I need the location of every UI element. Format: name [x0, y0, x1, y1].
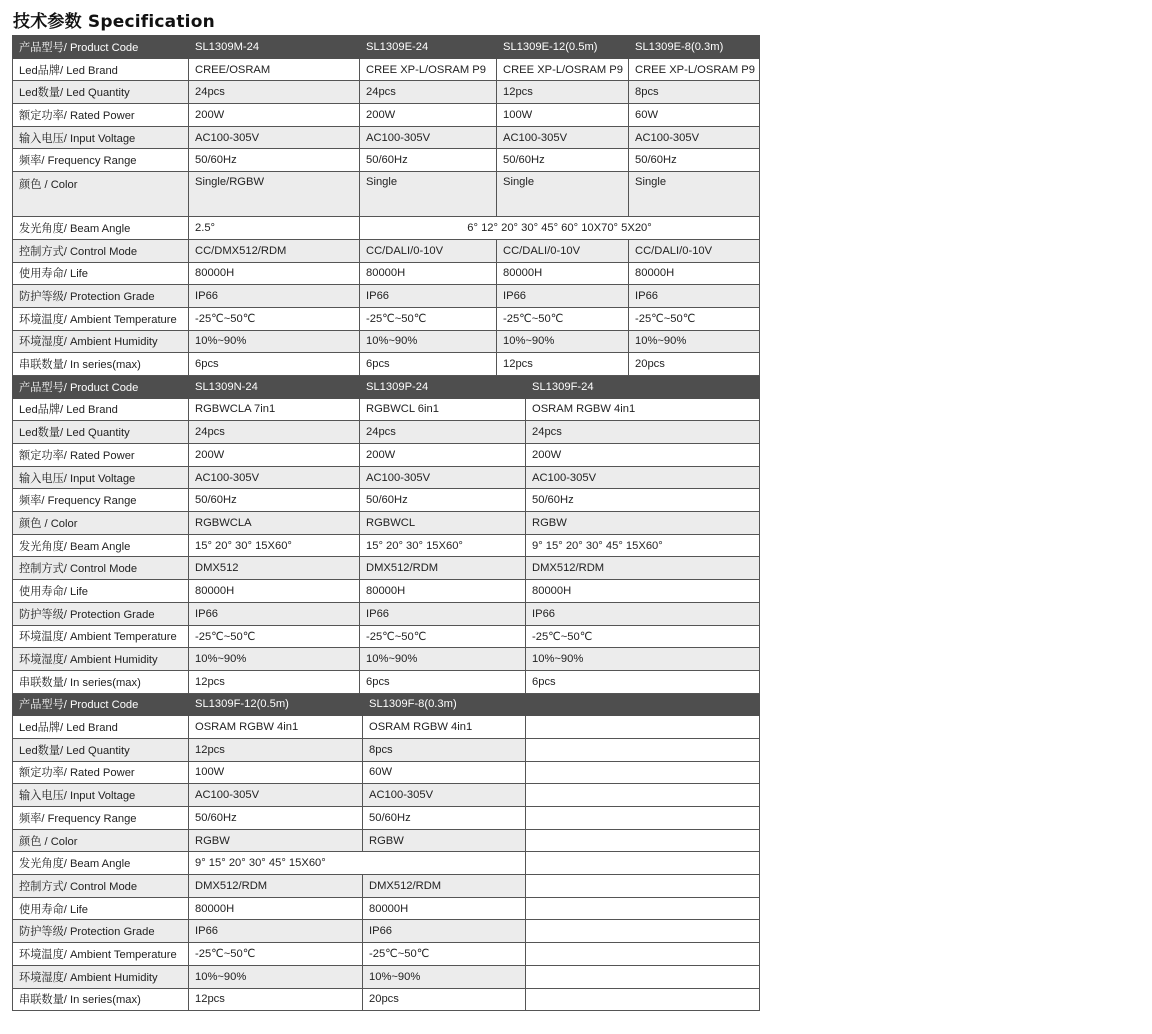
cell: OSRAM RGBW 4in1 [526, 398, 760, 421]
label-led-brand: Led品牌/ Led Brand [13, 716, 189, 739]
table3-row-in-series [13, 988, 760, 1011]
table3-row-life [13, 897, 760, 920]
cell: 10%~90% [629, 330, 760, 353]
cell: DMX512/RDM [360, 557, 526, 580]
cell: RGBWCL [360, 512, 526, 535]
table1-row-ambient-temp [13, 307, 760, 330]
label-ambient-temp: 环境温度/ Ambient Temperature [13, 943, 189, 966]
table3-row-protection [13, 920, 760, 943]
table3-row-led-quantity [13, 738, 760, 761]
cell: -25℃~50℃ [189, 307, 360, 330]
table3-row-frequency [13, 807, 760, 830]
cell: IP66 [189, 920, 363, 943]
label-led-quantity: Led数量/ Led Quantity [13, 421, 189, 444]
cell: RGBW [526, 512, 760, 535]
label-rated-power: 额定功率/ Rated Power [13, 761, 189, 784]
table3-row-input-voltage [13, 784, 760, 807]
label-ambient-humidity: 环境湿度/ Ambient Humidity [13, 330, 189, 353]
table3-row-color [13, 829, 760, 852]
empty-cell [526, 829, 760, 852]
cell: 10%~90% [189, 648, 360, 671]
empty-cell [526, 920, 760, 943]
cell: OSRAM RGBW 4in1 [363, 716, 526, 739]
table1-row-input-voltage [13, 126, 760, 149]
cell: 10%~90% [497, 330, 629, 353]
cell: CC/DMX512/RDM [189, 239, 360, 262]
cell: -25℃~50℃ [363, 943, 526, 966]
cell: -25℃~50℃ [189, 943, 363, 966]
table3-header-row [13, 693, 760, 716]
cell: -25℃~50℃ [360, 307, 497, 330]
cell: 80000H [526, 580, 760, 603]
cell: AC100-305V [526, 466, 760, 489]
table1-row-led-brand [13, 58, 760, 81]
cell: 12pcs [497, 353, 629, 376]
cell: 50/60Hz [497, 149, 629, 172]
cell: 6pcs [189, 353, 360, 376]
cell: IP66 [526, 602, 760, 625]
empty-cell [526, 897, 760, 920]
cell: CREE/OSRAM [189, 58, 360, 81]
cell: 15° 20° 30° 15X60° [360, 534, 526, 557]
cell: AC100-305V [189, 466, 360, 489]
table2-row-led-brand [13, 398, 760, 421]
cell: 10%~90% [360, 330, 497, 353]
cell: 10%~90% [360, 648, 526, 671]
cell: 80000H [360, 580, 526, 603]
cell: RGBW [189, 829, 363, 852]
cell: DMX512/RDM [363, 875, 526, 898]
table2-row-in-series [13, 670, 760, 693]
cell: -25℃~50℃ [526, 625, 760, 648]
label-frequency: 频率/ Frequency Range [13, 489, 189, 512]
table2-row-color [13, 512, 760, 535]
table3-row-rated-power [13, 761, 760, 784]
table2-row-rated-power [13, 444, 760, 467]
cell: 10%~90% [363, 965, 526, 988]
label-in-series: 串联数量/ In series(max) [13, 353, 189, 376]
table2-row-control-mode [13, 557, 760, 580]
cell: 24pcs [526, 421, 760, 444]
cell: CREE XP-L/OSRAM P9 [497, 58, 629, 81]
cell: -25℃~50℃ [189, 625, 360, 648]
cell: 12pcs [497, 81, 629, 104]
cell: 200W [526, 444, 760, 467]
table1-row-ambient-humidity [13, 330, 760, 353]
t3-empty [526, 693, 760, 716]
table2-row-ambient-humidity [13, 648, 760, 671]
cell: 80000H [497, 262, 629, 285]
cell: IP66 [497, 285, 629, 308]
table2-row-ambient-temp [13, 625, 760, 648]
cell: AC100-305V [189, 784, 363, 807]
cell: 12pcs [189, 738, 363, 761]
table1-row-in-series [13, 353, 760, 376]
t1-code-4: SL1309E-8(0.3m) [629, 36, 760, 59]
cell: 60W [363, 761, 526, 784]
label-control-mode: 控制方式/ Control Mode [13, 875, 189, 898]
label-ambient-humidity: 环境湿度/ Ambient Humidity [13, 648, 189, 671]
cell: 60W [629, 104, 760, 127]
cell: IP66 [189, 602, 360, 625]
label-rated-power: 额定功率/ Rated Power [13, 444, 189, 467]
empty-cell [526, 965, 760, 988]
cell: 10%~90% [189, 330, 360, 353]
label-input-voltage: 输入电压/ Input Voltage [13, 126, 189, 149]
cell: 24pcs [360, 81, 497, 104]
cell: AC100-305V [189, 126, 360, 149]
t1-code-3: SL1309E-12(0.5m) [497, 36, 629, 59]
label-frequency: 频率/ Frequency Range [13, 807, 189, 830]
cell: 20pcs [629, 353, 760, 376]
cell: RGBWCLA 7in1 [189, 398, 360, 421]
cell: Single [629, 172, 760, 217]
cell: IP66 [360, 285, 497, 308]
t1-code-1: SL1309M-24 [189, 36, 360, 59]
t3-code-1: SL1309F-12(0.5m) [189, 693, 363, 716]
label-protection: 防护等级/ Protection Grade [13, 285, 189, 308]
cell: 8pcs [363, 738, 526, 761]
cell: -25℃~50℃ [497, 307, 629, 330]
label-ambient-humidity: 环境湿度/ Ambient Humidity [13, 965, 189, 988]
cell: OSRAM RGBW 4in1 [189, 716, 363, 739]
cell: IP66 [363, 920, 526, 943]
cell: 50/60Hz [189, 807, 363, 830]
cell: AC100-305V [360, 466, 526, 489]
cell: 80000H [189, 580, 360, 603]
cell: 2.5° [189, 217, 360, 240]
label-input-voltage: 输入电压/ Input Voltage [13, 466, 189, 489]
cell-merged: 9° 15° 20° 30° 45° 15X60° [189, 852, 526, 875]
label-protection: 防护等级/ Protection Grade [13, 920, 189, 943]
t1-code-2: SL1309E-24 [360, 36, 497, 59]
page-title: 技术参数 Specification [13, 12, 215, 32]
label-control-mode: 控制方式/ Control Mode [13, 557, 189, 580]
cell: 100W [497, 104, 629, 127]
table1-row-frequency [13, 149, 760, 172]
table1-row-rated-power [13, 104, 760, 127]
cell: 9° 15° 20° 30° 45° 15X60° [526, 534, 760, 557]
cell: Single [360, 172, 497, 217]
empty-cell [526, 716, 760, 739]
cell: 50/60Hz [360, 489, 526, 512]
cell: 6pcs [526, 670, 760, 693]
cell: 200W [360, 444, 526, 467]
label-in-series: 串联数量/ In series(max) [13, 988, 189, 1011]
label-input-voltage: 输入电压/ Input Voltage [13, 784, 189, 807]
t2-code-3: SL1309F-24 [526, 375, 760, 398]
label-product-code: 产品型号/ Product Code [13, 375, 189, 398]
label-ambient-temp: 环境温度/ Ambient Temperature [13, 625, 189, 648]
cell: DMX512 [189, 557, 360, 580]
cell: 12pcs [189, 670, 360, 693]
cell: AC100-305V [363, 784, 526, 807]
cell: CC/DALI/0-10V [360, 239, 497, 262]
cell: IP66 [360, 602, 526, 625]
cell: 200W [360, 104, 497, 127]
table1-row-life [13, 262, 760, 285]
cell: CC/DALI/0-10V [497, 239, 629, 262]
label-color: 颜色 / Color [13, 829, 189, 852]
label-led-brand: Led品牌/ Led Brand [13, 58, 189, 81]
cell: -25℃~50℃ [360, 625, 526, 648]
cell: 50/60Hz [363, 807, 526, 830]
t2-code-1: SL1309N-24 [189, 375, 360, 398]
table3-row-led-brand [13, 716, 760, 739]
cell: 80000H [189, 262, 360, 285]
cell: 20pcs [363, 988, 526, 1011]
cell: 10%~90% [189, 965, 363, 988]
cell: AC100-305V [497, 126, 629, 149]
label-product-code: 产品型号/ Product Code [13, 36, 189, 59]
label-frequency: 频率/ Frequency Range [13, 149, 189, 172]
label-protection: 防护等级/ Protection Grade [13, 602, 189, 625]
cell: 24pcs [189, 421, 360, 444]
cell: RGBWCL 6in1 [360, 398, 526, 421]
empty-cell [526, 738, 760, 761]
label-control-mode: 控制方式/ Control Mode [13, 239, 189, 262]
table2-row-beam-angle [13, 534, 760, 557]
table2-header-row [13, 375, 760, 398]
empty-cell [526, 807, 760, 830]
cell: 100W [189, 761, 363, 784]
t2-code-2: SL1309P-24 [360, 375, 526, 398]
label-led-quantity: Led数量/ Led Quantity [13, 81, 189, 104]
specification-sheet [12, 35, 759, 1011]
cell: IP66 [629, 285, 760, 308]
cell: CREE XP-L/OSRAM P9 [360, 58, 497, 81]
label-color: 颜色 / Color [13, 512, 189, 535]
table3-row-control-mode [13, 875, 760, 898]
cell: DMX512/RDM [189, 875, 363, 898]
table1-row-led-quantity [13, 81, 760, 104]
cell: -25℃~50℃ [629, 307, 760, 330]
cell: AC100-305V [629, 126, 760, 149]
label-rated-power: 额定功率/ Rated Power [13, 104, 189, 127]
label-beam-angle: 发光角度/ Beam Angle [13, 534, 189, 557]
label-ambient-temp: 环境温度/ Ambient Temperature [13, 307, 189, 330]
cell: 50/60Hz [189, 489, 360, 512]
cell: AC100-305V [360, 126, 497, 149]
cell: 80000H [360, 262, 497, 285]
table3-row-ambient-temp [13, 943, 760, 966]
table1-row-protection [13, 285, 760, 308]
label-in-series: 串联数量/ In series(max) [13, 670, 189, 693]
label-life: 使用寿命/ Life [13, 580, 189, 603]
cell: Single/RGBW [189, 172, 360, 217]
empty-cell [526, 875, 760, 898]
cell: DMX512/RDM [526, 557, 760, 580]
cell: 24pcs [189, 81, 360, 104]
table3-row-beam-angle [13, 852, 760, 875]
empty-cell [526, 784, 760, 807]
spec-table [12, 35, 760, 1011]
cell: IP66 [189, 285, 360, 308]
label-led-brand: Led品牌/ Led Brand [13, 398, 189, 421]
cell: 8pcs [629, 81, 760, 104]
cell: 50/60Hz [360, 149, 497, 172]
cell: CREE XP-L/OSRAM P9 [629, 58, 760, 81]
cell: Single [497, 172, 629, 217]
cell: 12pcs [189, 988, 363, 1011]
cell: 80000H [363, 897, 526, 920]
label-color: 颜色 / Color [13, 172, 189, 217]
label-beam-angle: 发光角度/ Beam Angle [13, 217, 189, 240]
label-product-code: 产品型号/ Product Code [13, 693, 189, 716]
cell: 10%~90% [526, 648, 760, 671]
label-led-quantity: Led数量/ Led Quantity [13, 738, 189, 761]
empty-cell [526, 852, 760, 875]
cell: 15° 20° 30° 15X60° [189, 534, 360, 557]
label-life: 使用寿命/ Life [13, 262, 189, 285]
table3-row-ambient-humidity [13, 965, 760, 988]
label-life: 使用寿命/ Life [13, 897, 189, 920]
table1-row-beam-angle [13, 217, 760, 240]
cell: CC/DALI/0-10V [629, 239, 760, 262]
cell: 200W [189, 104, 360, 127]
cell: 6pcs [360, 353, 497, 376]
cell: 200W [189, 444, 360, 467]
table2-row-life [13, 580, 760, 603]
table2-row-led-quantity [13, 421, 760, 444]
table1-header-row [13, 36, 760, 59]
cell: 24pcs [360, 421, 526, 444]
table2-row-frequency [13, 489, 760, 512]
cell: RGBW [363, 829, 526, 852]
empty-cell [526, 761, 760, 784]
label-beam-angle: 发光角度/ Beam Angle [13, 852, 189, 875]
table1-row-control-mode [13, 239, 760, 262]
cell: 50/60Hz [526, 489, 760, 512]
empty-cell [526, 988, 760, 1011]
cell-merged: 6° 12° 20° 30° 45° 60° 10X70° 5X20° [360, 217, 760, 240]
cell: 50/60Hz [189, 149, 360, 172]
table2-row-protection [13, 602, 760, 625]
cell: 6pcs [360, 670, 526, 693]
cell: RGBWCLA [189, 512, 360, 535]
table2-row-input-voltage [13, 466, 760, 489]
cell: 80000H [629, 262, 760, 285]
cell: 50/60Hz [629, 149, 760, 172]
cell: 80000H [189, 897, 363, 920]
table1-row-color [13, 172, 760, 217]
t3-code-2: SL1309F-8(0.3m) [363, 693, 526, 716]
empty-cell [526, 943, 760, 966]
